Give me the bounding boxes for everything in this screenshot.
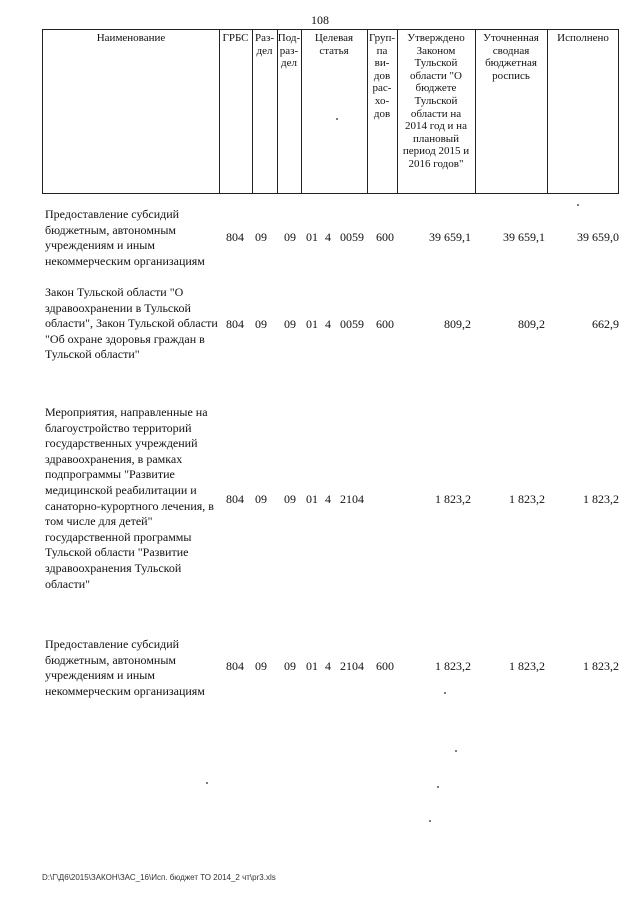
- row-utverzhdeno: 809,2: [444, 317, 471, 331]
- scan-speck: [206, 782, 208, 784]
- scan-speck: [577, 204, 579, 206]
- header-grbs: ГРБС: [222, 32, 249, 44]
- header-gruppa-vidov-rashodov: Груп- па ви- дов рас- хо- дов: [368, 32, 396, 120]
- row-cs-code: 2104: [340, 492, 364, 506]
- scan-speck: [336, 118, 338, 120]
- row-cs-program: 01: [306, 230, 318, 244]
- row-cs-code: 2104: [340, 659, 364, 673]
- row-grbs: 804: [226, 317, 244, 331]
- row-cs-subprogram: 4: [325, 317, 331, 331]
- row-utochnennaya: 1 823,2: [509, 492, 545, 506]
- page-number: 108: [311, 13, 329, 27]
- row-ispolneno: 1 823,2: [583, 659, 619, 673]
- row-cs-program: 01: [306, 659, 318, 673]
- column-divider: [219, 30, 220, 193]
- row-podrazdel: 09: [284, 659, 296, 673]
- header-ispolneno: Исполнено: [557, 32, 609, 44]
- row-utverzhdeno: 1 823,2: [435, 659, 471, 673]
- header-celevaya-statya: Целевая статья: [314, 32, 354, 57]
- row-name: Мероприятия, направленные на благоустройство территорий государственных учреждений здравоохранения, в рамках подпрограммы "Развитие медицинской реабилитации и санаторно-курортного лечения, в том числе для детей" государственной программы Тульской области "Развитие здравоохранения Тульской области": [45, 405, 214, 591]
- scan-speck: [437, 786, 439, 788]
- row-grbs: 804: [226, 492, 244, 506]
- table-row: [0, 405, 640, 595]
- row-utochnennaya: 1 823,2: [509, 659, 545, 673]
- header-utverzhdeno: Утверждено Законом Тульской области "О бюджете Тульской области на 2014 год и на плановый период 2015 и 2016 годов": [402, 32, 470, 170]
- row-cs-program: 01: [306, 492, 318, 506]
- row-podrazdel: 09: [284, 492, 296, 506]
- column-divider: [547, 30, 548, 193]
- row-ispolneno: 662,9: [592, 317, 619, 331]
- scan-speck: [444, 692, 446, 694]
- header-utochnennaya-rospis: Уточненная сводная бюджетная роспись: [483, 32, 539, 82]
- row-razdel: 09: [255, 492, 267, 506]
- table-row: [0, 637, 640, 701]
- row-razdel: 09: [255, 317, 267, 331]
- row-name: Предоставление субсидий бюджетным, автономным учреждениям и иным некоммерческим организациям: [45, 637, 205, 698]
- row-podrazdel: 09: [284, 230, 296, 244]
- row-grbs: 804: [226, 230, 244, 244]
- row-cs-program: 01: [306, 317, 318, 331]
- row-vid-rashodov: 600: [376, 659, 394, 673]
- row-name: Предоставление субсидий бюджетным, автономным учреждениям и иным некоммерческим организациям: [45, 207, 205, 268]
- row-cs-subprogram: 4: [325, 230, 331, 244]
- row-cs-code: 0059: [340, 317, 364, 331]
- row-ispolneno: 1 823,2: [583, 492, 619, 506]
- row-grbs: 804: [226, 659, 244, 673]
- row-utochnennaya: 39 659,1: [503, 230, 545, 244]
- row-name: Закон Тульской области "О здравоохранении в Тульской области", Закон Тульской области "Об охране здоровья граждан в Тульской области": [45, 285, 218, 362]
- row-ispolneno: 39 659,0: [577, 230, 619, 244]
- scan-speck: [429, 820, 431, 822]
- scan-speck: [455, 750, 457, 752]
- row-cs-code: 0059: [340, 230, 364, 244]
- row-utochnennaya: 809,2: [518, 317, 545, 331]
- row-razdel: 09: [255, 659, 267, 673]
- row-utverzhdeno: 1 823,2: [435, 492, 471, 506]
- row-cs-subprogram: 4: [325, 492, 331, 506]
- file-path-footer: D:\Г\Д6\2015\ЗАКОН\ЗАС_16\Исп. бюджет ТО 2014_2 чт\pr3.xls: [42, 873, 276, 882]
- row-razdel: 09: [255, 230, 267, 244]
- table-header: [42, 29, 619, 194]
- row-vid-rashodov: 600: [376, 230, 394, 244]
- row-utverzhdeno: 39 659,1: [429, 230, 471, 244]
- table-row: [0, 207, 640, 271]
- header-podrazdel: Под- раз- дел: [277, 32, 301, 70]
- row-podrazdel: 09: [284, 317, 296, 331]
- table-row: [0, 285, 640, 365]
- header-razdel: Раз- дел: [254, 32, 274, 57]
- row-vid-rashodov: 600: [376, 317, 394, 331]
- row-cs-subprogram: 4: [325, 659, 331, 673]
- header-name: Наименование: [96, 32, 166, 44]
